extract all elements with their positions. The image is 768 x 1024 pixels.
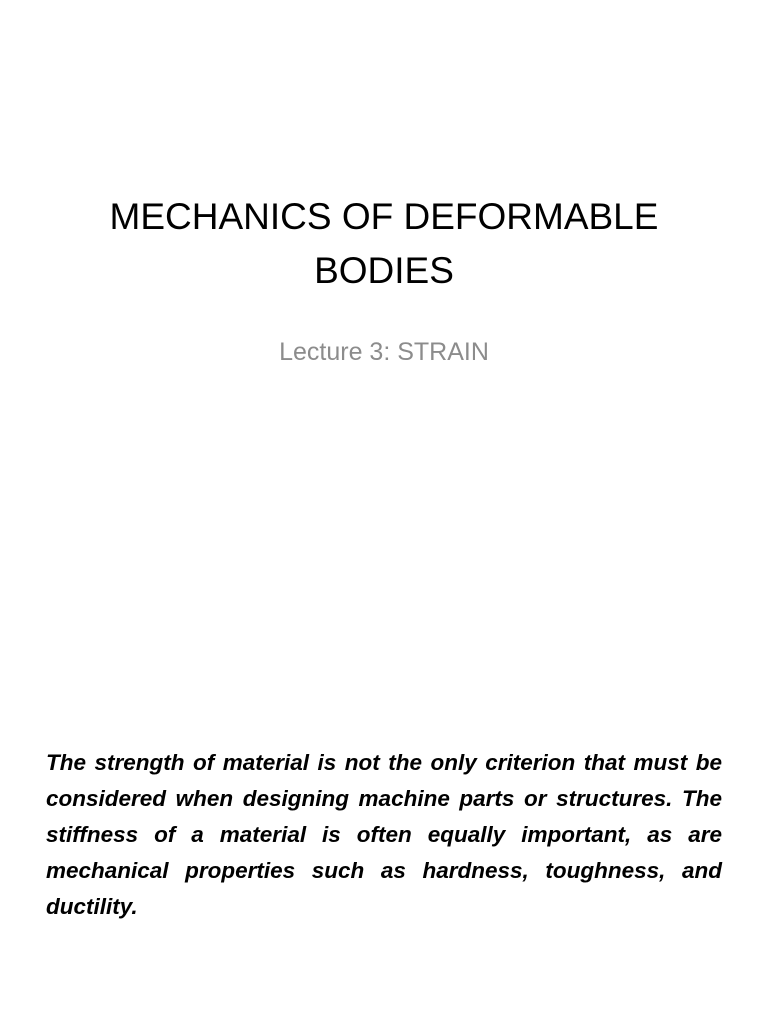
slide-subtitle: Lecture 3: STRAIN <box>279 338 489 366</box>
slide-title: MECHANICS OF DEFORMABLE BODIES <box>109 196 659 291</box>
slide-body-text: The strength of material is not the only criterion that must be considered when designing machine parts or structures. The stiffness of a material is often equally important, as are mechanical properties such as hardness, toughness, and ductility. <box>46 750 722 919</box>
